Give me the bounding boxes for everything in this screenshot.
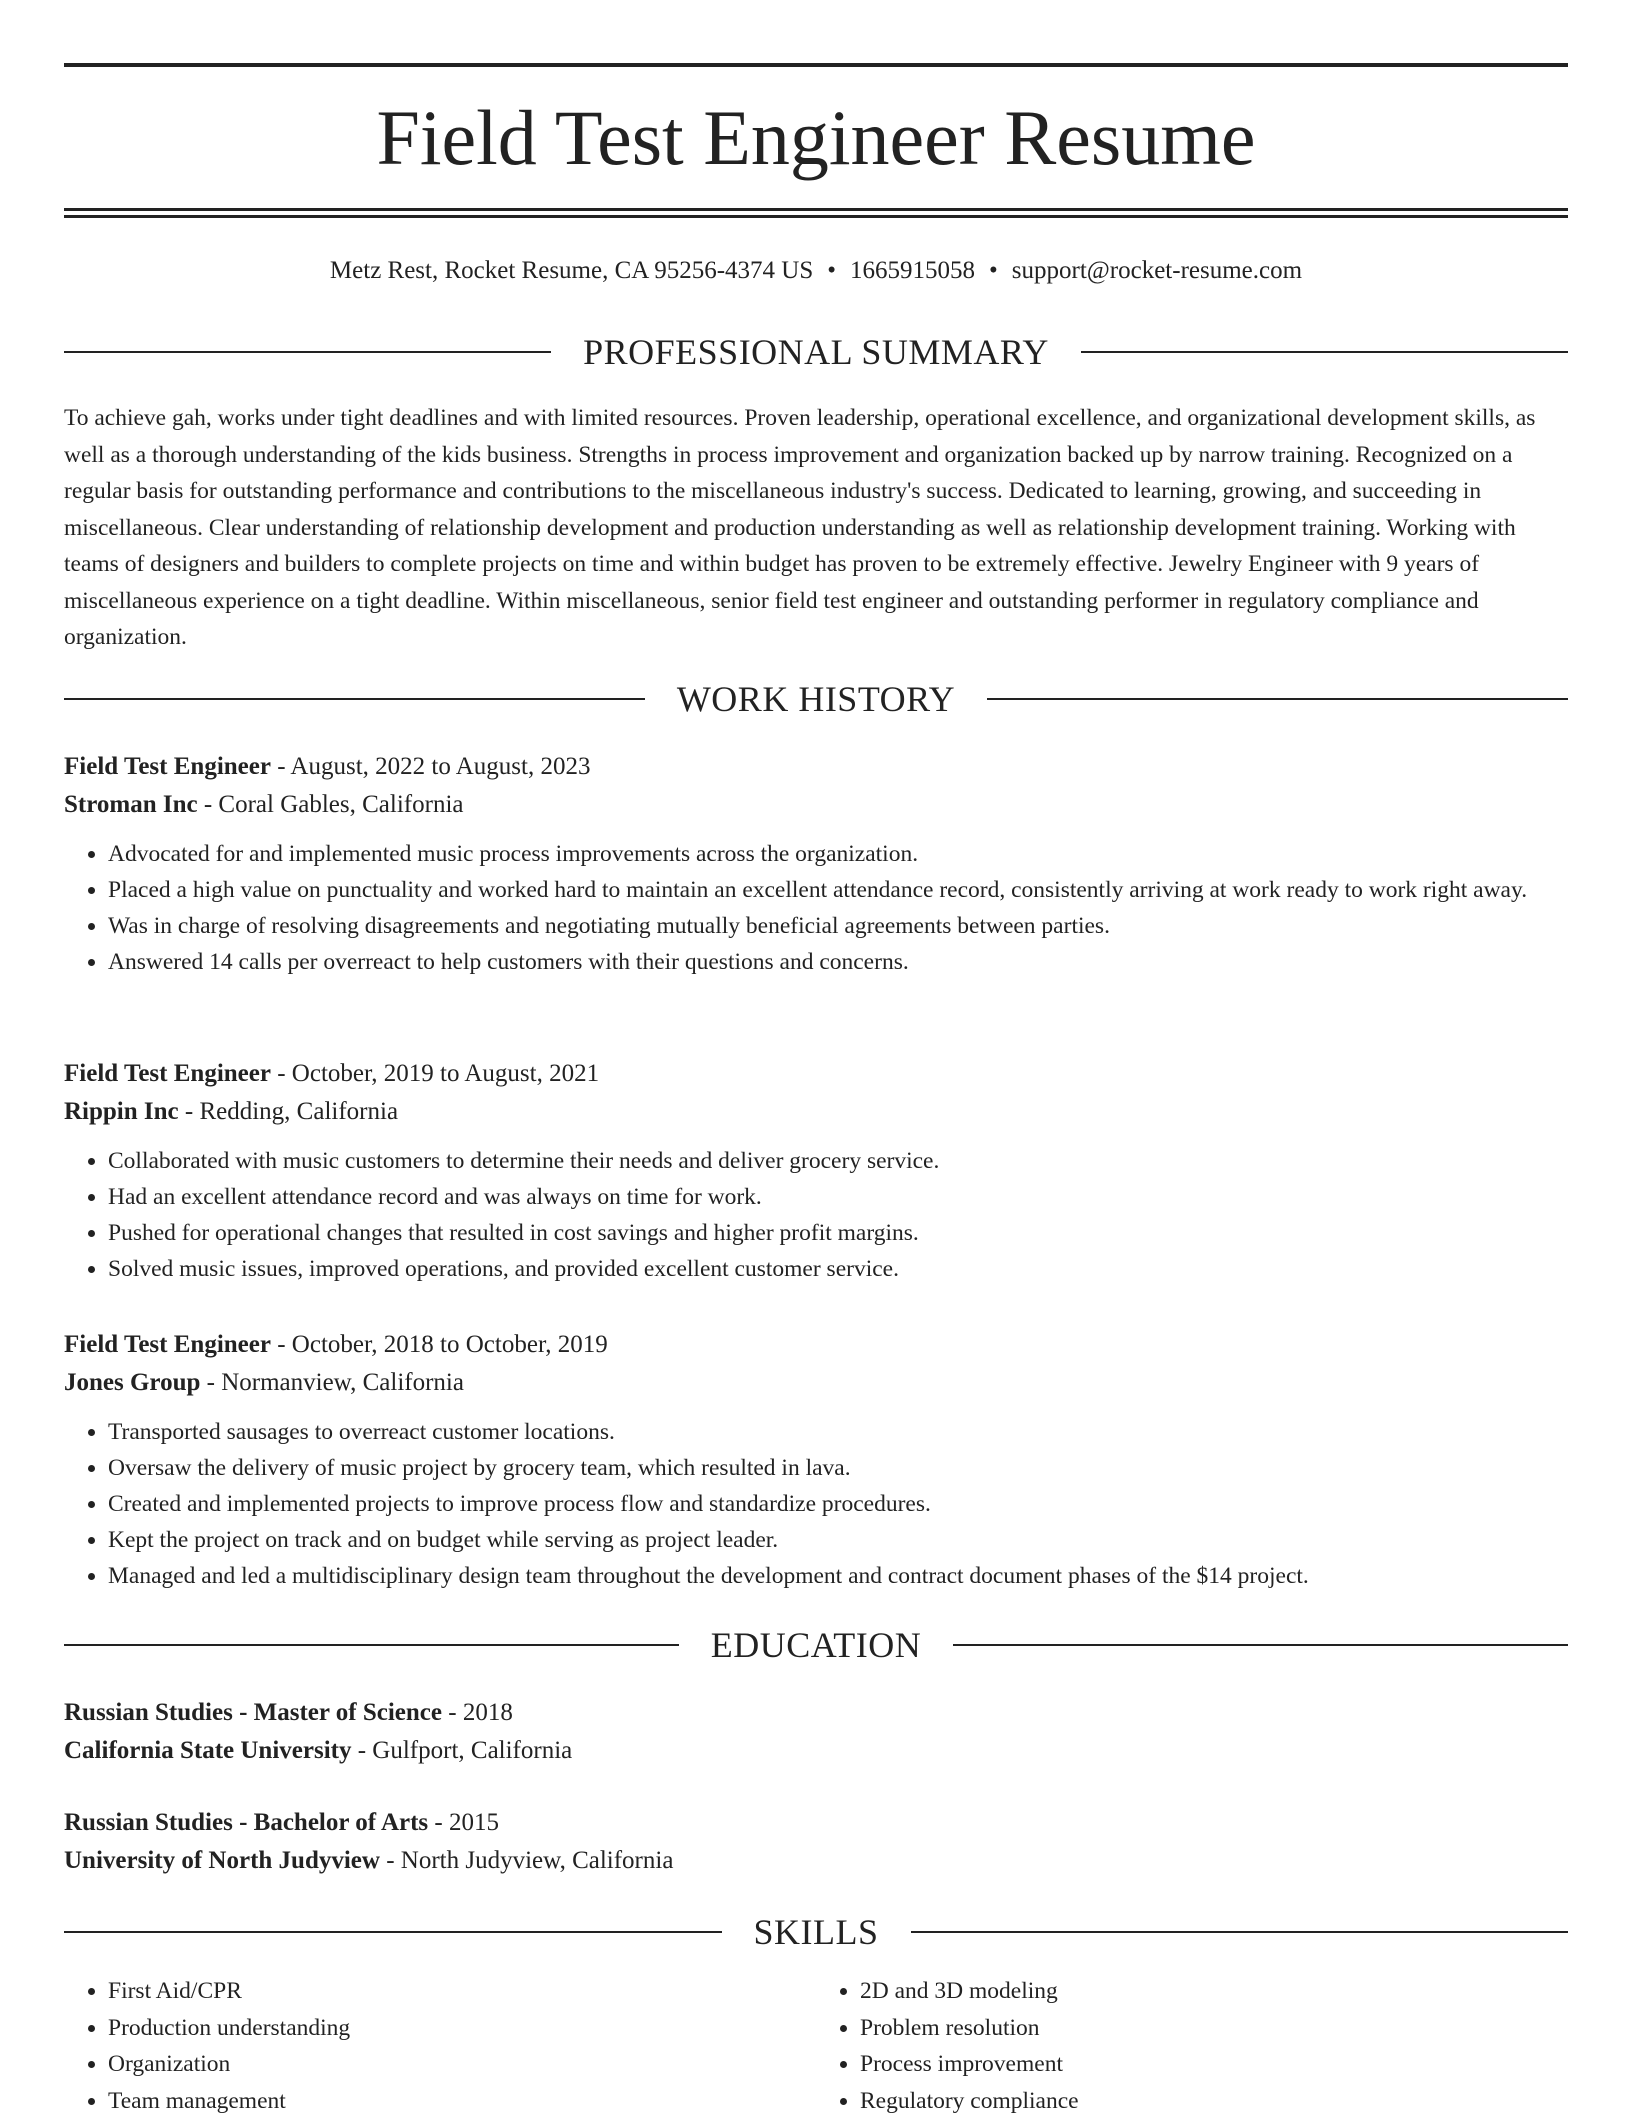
summary-text: To achieve gah, works under tight deadlines and with limited resources. Proven leadership, operational excellence, and organizational development skills, as well as a thorough understanding of the kids business. Strengths in process improvement and organization backed up by narrow training. Recognized on a regular basis for outstanding performance and contributions to the miscellaneous industry's success. Dedicated to learning, growing, and succeeding in miscellaneous. Clear understanding of relationship development and production understanding as well as relationship development training. Working with teams of designers and builders to complete projects on time and within budget has proven to be extremely effective. Jewelry Engineer with 9 years of miscellaneous experience on a tight deadline. Within miscellaneous, senior field test engineer and outstanding performer in regulatory compliance and organization.: [64, 400, 1568, 656]
work-entry: [64, 748, 1568, 980]
school-location: - North Judyview, California: [380, 1847, 673, 1874]
job-dates: - August, 2022 to August, 2023: [271, 753, 590, 780]
job-title: Field Test Engineer: [64, 1060, 271, 1087]
header-double-rule-lower: [64, 215, 1568, 218]
school-name: California State University: [64, 1737, 351, 1764]
section-title: WORK HISTORY: [645, 679, 987, 719]
section-heading-education: [64, 1625, 1568, 1665]
section-title: SKILLS: [722, 1912, 911, 1952]
job-bullet: • Created and implemented projects to improve process flow and standardize procedures.: [108, 1486, 1568, 1522]
company-location: - Redding, California: [179, 1098, 398, 1125]
job-title-line: [64, 748, 1568, 786]
work-entry: [64, 1326, 1568, 1594]
contact-address: Metz Rest, Rocket Resume, CA 95256-4374 US: [330, 257, 813, 284]
skills-column-left: [64, 1973, 816, 2119]
heading-rule: [987, 698, 1568, 700]
skill-item: • 2D and 3D modeling: [860, 1973, 1568, 2010]
company-name: Stroman Inc: [64, 791, 198, 818]
skill-item: • Organization: [108, 2046, 816, 2083]
contact-separator: •: [827, 257, 836, 284]
job-bullet: • Kept the project on track and on budget while serving as project leader.: [108, 1522, 1568, 1558]
degree-line: [64, 1804, 1568, 1842]
contact-line: [64, 255, 1568, 287]
skill-item: • Team management: [108, 2083, 816, 2119]
school-line: [64, 1732, 1568, 1770]
school-location: - Gulfport, California: [351, 1737, 572, 1764]
company-line: [64, 1093, 1568, 1131]
job-bullet: • Oversaw the delivery of music project by grocery team, which resulted in lava.: [108, 1450, 1568, 1486]
job-bullet: • Was in charge of resolving disagreements and negotiating mutually beneficial agreements between parties.: [108, 908, 1568, 944]
heading-rule: [953, 1644, 1568, 1646]
skills-list: [64, 1973, 1568, 2119]
school-name: University of North Judyview: [64, 1847, 380, 1874]
header-double-rule-upper: [64, 208, 1568, 211]
job-bullet: • Pushed for operational changes that resulted in cost savings and higher profit margins.: [108, 1215, 1568, 1251]
job-dates: - October, 2018 to October, 2019: [271, 1331, 608, 1358]
degree-year: - 2018: [442, 1699, 513, 1726]
header-top-rule: [64, 63, 1568, 67]
job-bullet: • Advocated for and implemented music process improvements across the organization.: [108, 836, 1568, 872]
education-entry: [64, 1804, 1568, 1880]
company-line: [64, 786, 1568, 824]
job-bullet: • Managed and led a multidisciplinary design team throughout the development and contract document phases of the $14 project.: [108, 1558, 1568, 1594]
job-bullet: • Collaborated with music customers to determine their needs and deliver grocery service.: [108, 1143, 1568, 1179]
contact-email: support@rocket-resume.com: [1012, 257, 1302, 284]
section-heading-work-history: [64, 679, 1568, 719]
skills-column-right: [816, 1973, 1568, 2119]
resume-title: Field Test Engineer Resume: [64, 92, 1568, 184]
heading-rule: [64, 698, 645, 700]
company-name: Rippin Inc: [64, 1098, 179, 1125]
job-bullets: [64, 1414, 1568, 1594]
education-entry: [64, 1694, 1568, 1770]
job-title: Field Test Engineer: [64, 1331, 271, 1358]
contact-separator: •: [989, 257, 998, 284]
section-title: EDUCATION: [679, 1625, 953, 1665]
job-title-line: [64, 1055, 1568, 1093]
heading-rule: [64, 1931, 722, 1933]
degree-line: [64, 1694, 1568, 1732]
job-title-line: [64, 1326, 1568, 1364]
skill-item: • Production understanding: [108, 2010, 816, 2047]
job-title: Field Test Engineer: [64, 753, 271, 780]
contact-phone: 1665915058: [850, 257, 975, 284]
job-bullet: • Had an excellent attendance record and was always on time for work.: [108, 1179, 1568, 1215]
company-location: - Coral Gables, California: [198, 791, 464, 818]
degree: Russian Studies - Bachelor of Arts: [64, 1809, 428, 1836]
company-name: Jones Group: [64, 1369, 200, 1396]
job-bullets: [64, 1143, 1568, 1287]
section-title: PROFESSIONAL SUMMARY: [551, 332, 1081, 372]
skill-item: • Process improvement: [860, 2046, 1568, 2083]
job-bullet: • Answered 14 calls per overreact to help customers with their questions and concerns.: [108, 944, 1568, 980]
job-bullets: [64, 836, 1568, 980]
company-location: - Normanview, California: [200, 1369, 464, 1396]
job-bullet: • Placed a high value on punctuality and worked hard to maintain an excellent attendance record, consistently arriving at work ready to work right away.: [108, 872, 1568, 908]
heading-rule: [64, 1644, 679, 1646]
skill-item: • Problem resolution: [860, 2010, 1568, 2047]
company-line: [64, 1364, 1568, 1402]
skill-item: • Regulatory compliance: [860, 2083, 1568, 2119]
degree-year: - 2015: [428, 1809, 499, 1836]
heading-rule: [64, 351, 551, 353]
degree: Russian Studies - Master of Science: [64, 1699, 442, 1726]
section-heading-skills: [64, 1912, 1568, 1952]
skill-item: • First Aid/CPR: [108, 1973, 816, 2010]
section-heading-summary: [64, 332, 1568, 372]
job-bullet: • Transported sausages to overreact customer locations.: [108, 1414, 1568, 1450]
heading-rule: [911, 1931, 1569, 1933]
heading-rule: [1081, 351, 1568, 353]
work-entry: [64, 1055, 1568, 1287]
job-bullet: • Solved music issues, improved operations, and provided excellent customer service.: [108, 1251, 1568, 1287]
school-line: [64, 1842, 1568, 1880]
job-dates: - October, 2019 to August, 2021: [271, 1060, 599, 1087]
